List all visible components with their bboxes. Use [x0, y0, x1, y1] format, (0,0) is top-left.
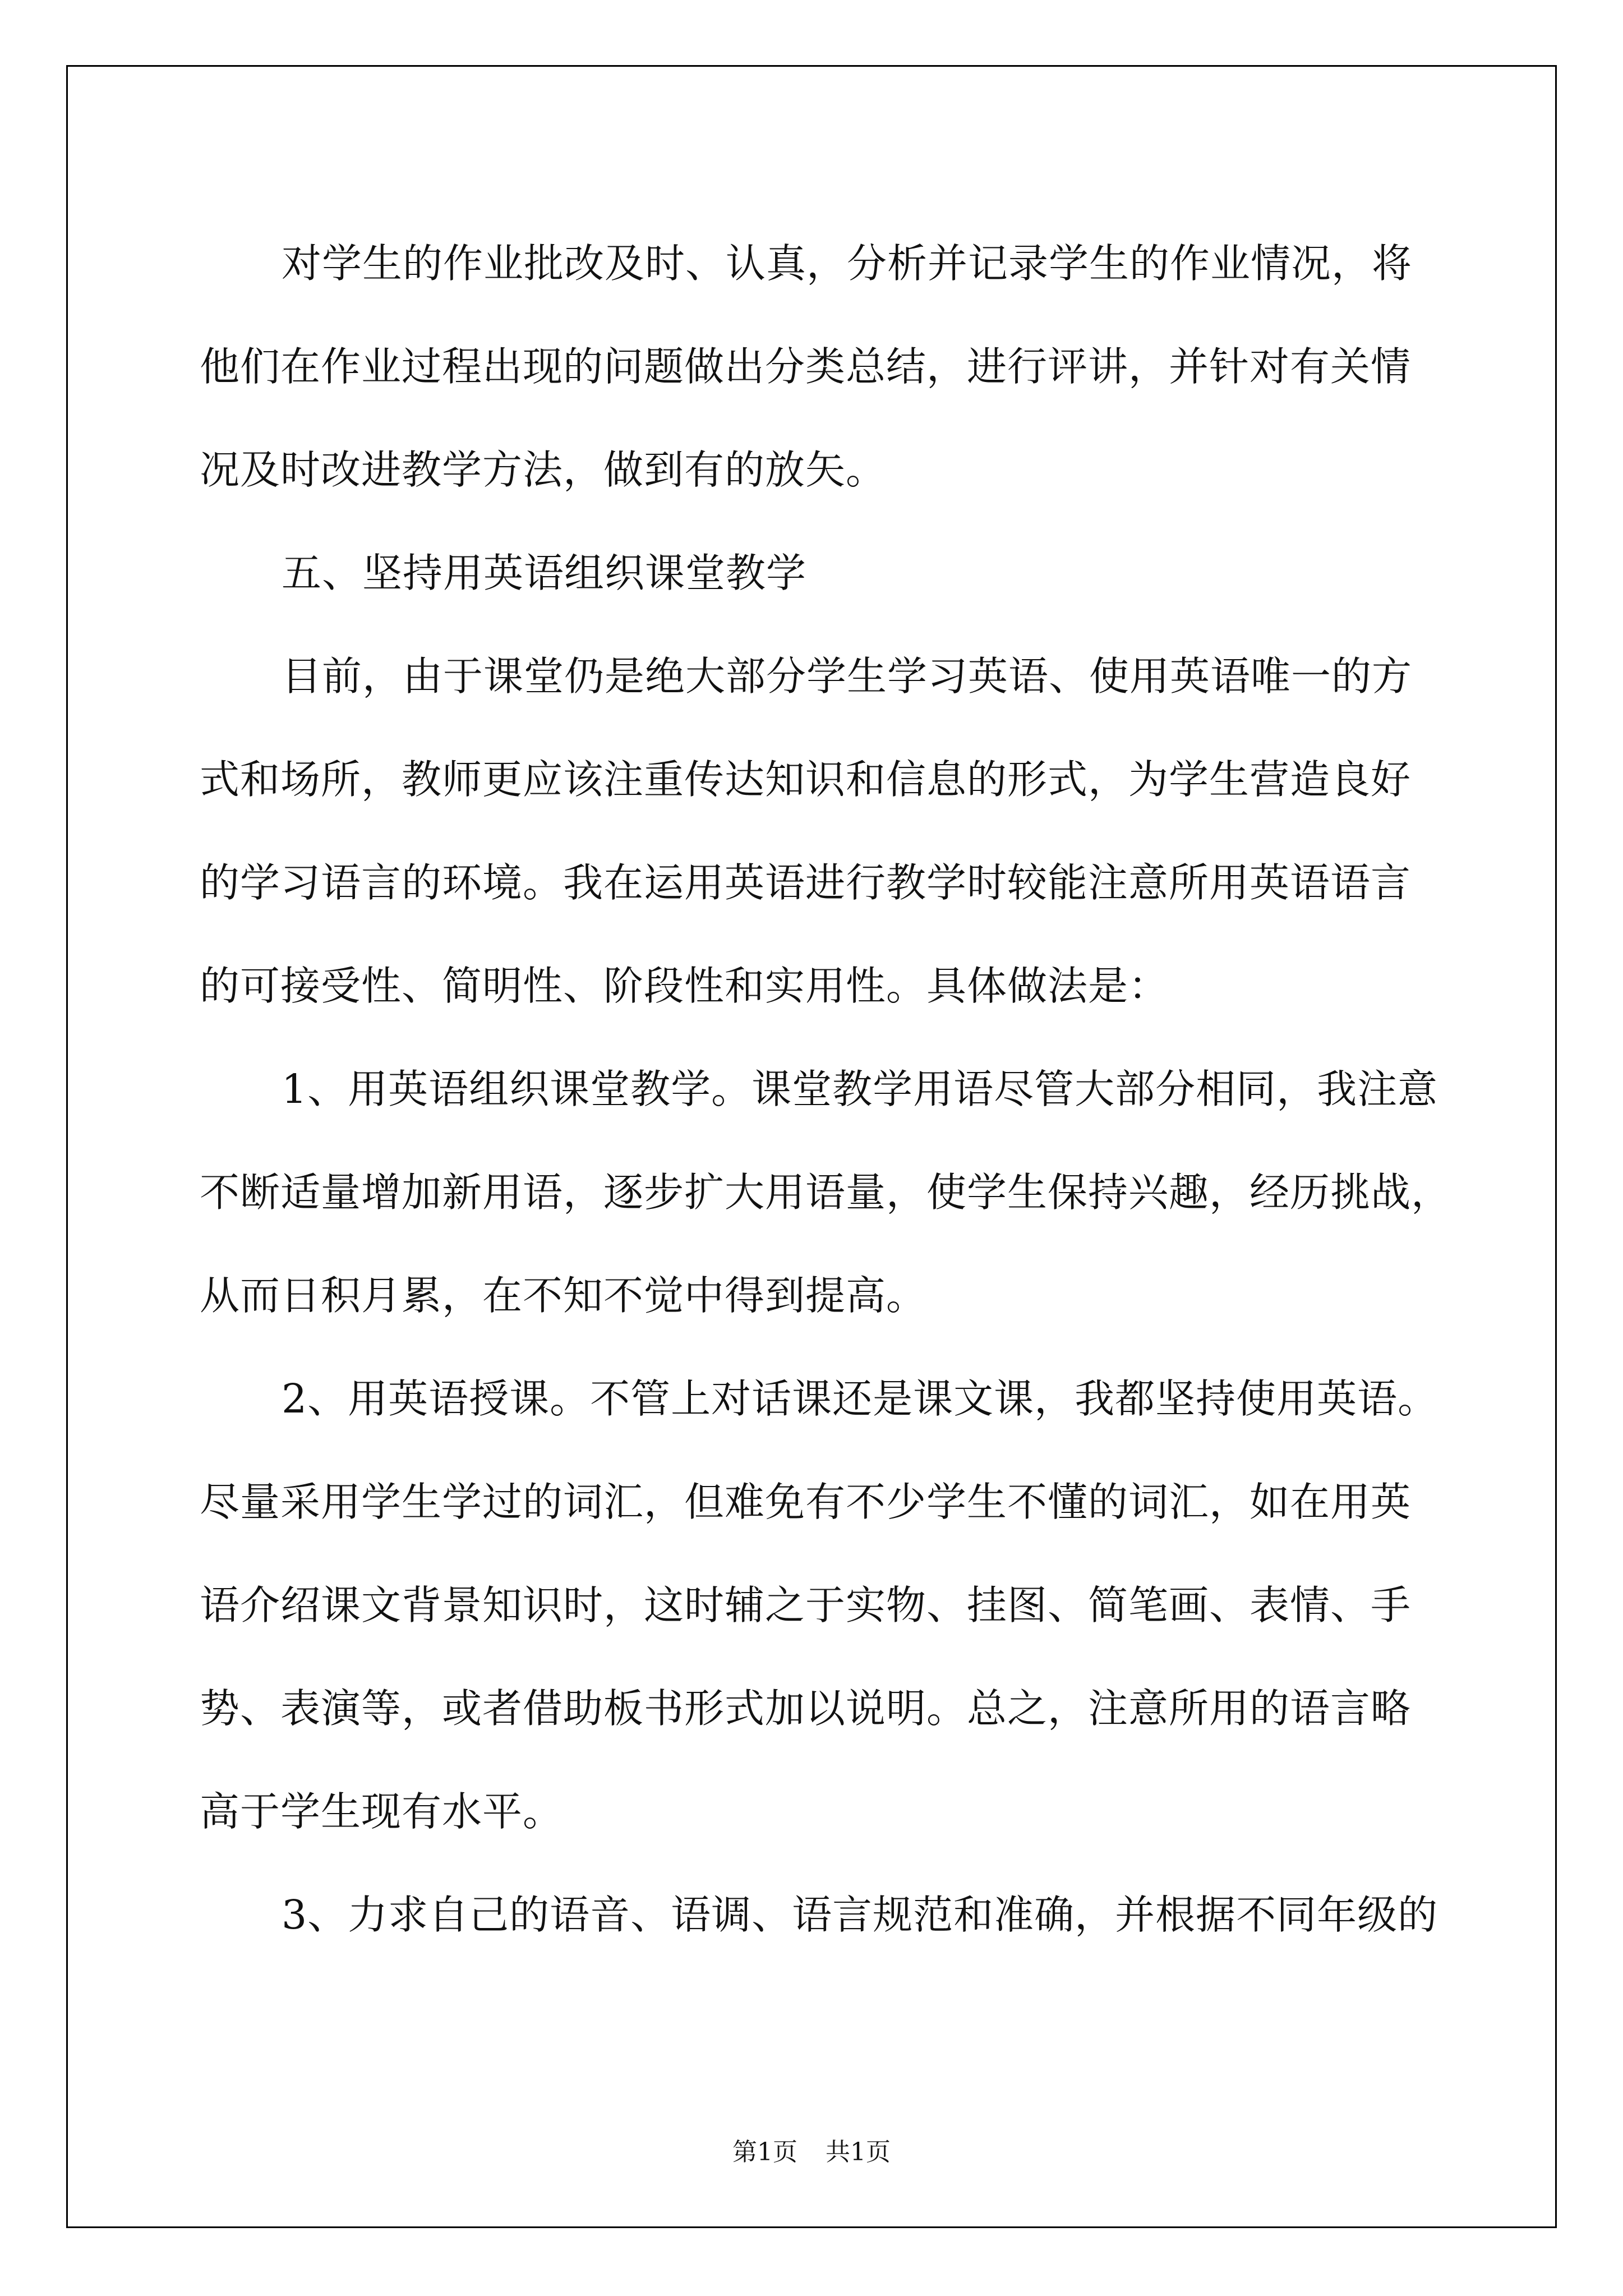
text-line: 的可接受性、简明性、阶段性和实用性。具体做法是：: [200, 963, 1169, 1009]
document-body: [200, 212, 1452, 1967]
text-line: 1、用英语组织课堂教学。课堂教学用语尽管大部分相同，我注意: [282, 1066, 1438, 1112]
section-heading: [200, 522, 1422, 625]
text-line: 他们在作业过程出现的问题做出分类总结，进行评讲，并针对有关情: [200, 343, 1412, 390]
paragraph: [200, 1038, 1452, 1347]
text-line: 对学生的作业批改及时、认真，分析并记录学生的作业情况，将: [282, 240, 1413, 287]
paragraph: [200, 1347, 1438, 1864]
text-line: 目前，由于课堂仍是绝大部分学生学习英语、使用英语唯一的方: [282, 653, 1413, 700]
paragraph: [200, 212, 1422, 522]
text-line: 不断适量增加新用语，逐步扩大用语量，使学生保持兴趣，经历挑战，: [200, 1169, 1452, 1216]
text-line: 2、用英语授课。不管上对话课还是课文课，我都坚持使用英语。: [282, 1375, 1438, 1422]
text-line: 势、表演等，或者借助板书形式加以说明。总之，注意所用的语言略: [200, 1685, 1412, 1732]
text-line: 五、坚持用英语组织课堂教学: [282, 550, 807, 596]
text-line: 语介绍课文背景知识时，这时辅之于实物、挂图、简笔画、表情、手: [200, 1582, 1412, 1628]
text-line: 尽量采用学生学过的词汇，但难免有不少学生不懂的词汇，如在用英: [200, 1479, 1412, 1525]
page-total: 共1页: [826, 2138, 891, 2166]
paragraph: [200, 1864, 1438, 1967]
page-footer: [0, 2132, 1623, 2168]
text-line: 况及时改进教学方法，做到有的放矢。: [200, 447, 887, 493]
text-line: 从而日积月累，在不知不觉中得到提高。: [200, 1272, 927, 1319]
page-number: 第1页: [732, 2138, 797, 2166]
text-line: 式和场所，教师更应该注重传达知识和信息的形式，为学生营造良好: [200, 756, 1412, 803]
text-line: 高于学生现有水平。: [200, 1788, 564, 1835]
text-line: 的学习语言的环境。我在运用英语进行教学时较能注意所用英语语言: [200, 859, 1412, 906]
paragraph: [200, 625, 1422, 1038]
text-line: 3、力求自己的语音、语调、语言规范和准确，并根据不同年级的: [282, 1892, 1438, 1938]
